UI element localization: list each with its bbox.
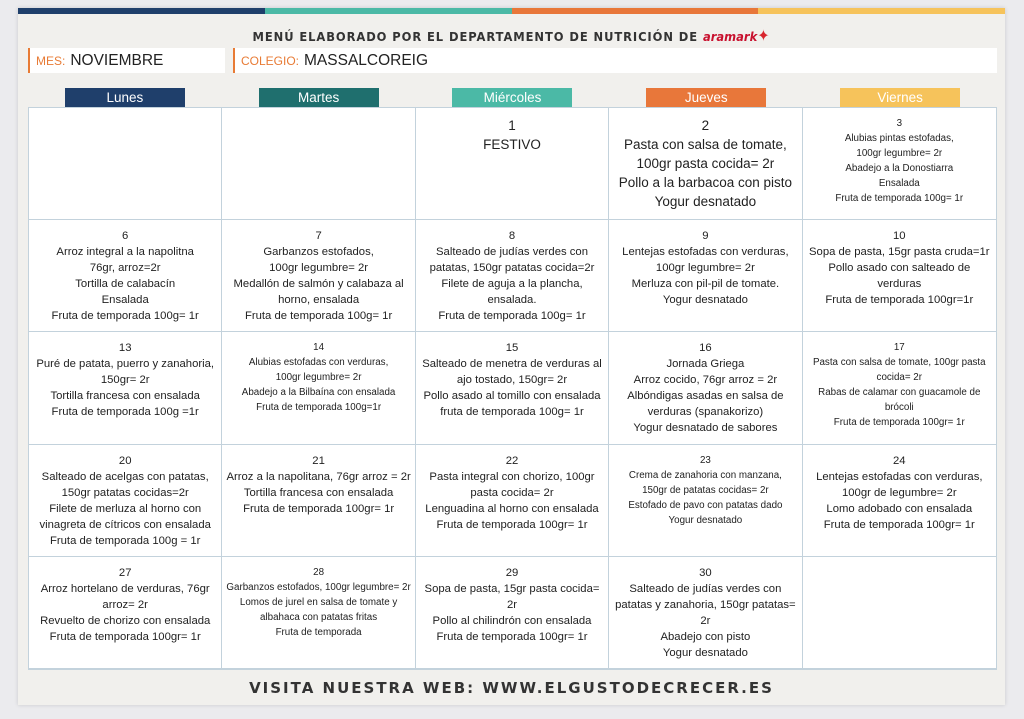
weekday-column-header: [222, 88, 416, 107]
menu-item: Lenguadina al horno con ensalada: [425, 502, 599, 515]
color-bar-segment: [512, 8, 759, 14]
day-number: 16: [699, 342, 712, 355]
day-cell: [803, 220, 996, 332]
menu-item: 100gr legumbre= 2r: [275, 372, 362, 384]
weekday-2: Miércoles: [452, 88, 572, 107]
weekday-column-header: [803, 88, 997, 107]
aramark-logo: aramark: [702, 29, 758, 44]
school-value: MASSALCOREIG: [304, 51, 429, 69]
menu-item: Lentejas estofadas con verduras,: [816, 470, 983, 483]
menu-item: Arroz hortelano de verduras, 76gr arroz= 2r: [40, 582, 210, 611]
menu-item: Fruta de temporada 100gr= 1r: [823, 518, 975, 531]
menu-item: Pollo a la barbacoa con pisto: [618, 175, 793, 190]
day-cell: [29, 445, 222, 557]
menu-item: Sopa de pasta, 15gr pasta cruda=1r: [809, 246, 990, 259]
day-number: 3: [896, 118, 903, 129]
day-number: 24: [893, 454, 906, 467]
weekday-0: Lunes: [65, 88, 185, 107]
menu-item: Pasta integral con chorizo, 100gr pasta cocida= 2r: [429, 470, 595, 499]
day-cell: [803, 108, 996, 220]
day-number: 30: [699, 566, 712, 579]
menu-item: Estofado de pavo con patatas dado: [628, 499, 783, 511]
weekday-column-header: [416, 88, 610, 107]
menu-item: Pollo asado con salteado de verduras: [828, 262, 971, 291]
menu-item: Fruta de temporada 100gr= 1r: [833, 417, 965, 429]
day-cell: [609, 332, 802, 444]
menu-item: Salteado de judías verdes con patatas, 150gr patatas cocida=2r: [429, 246, 595, 275]
day-number: 22: [505, 454, 519, 467]
day-cell: [222, 445, 415, 557]
menu-item: Yogur desnatado: [668, 514, 743, 526]
day-number: 10: [893, 230, 906, 243]
menu-item: 100gr de legumbre= 2r: [841, 486, 957, 499]
menu-item: Yogur desnatado: [662, 646, 748, 659]
menu-item: Medallón de salmón y calabaza al horno, ensalada: [233, 278, 404, 307]
day-number: 23: [699, 454, 711, 466]
aramark-star-icon: ✦: [757, 26, 771, 45]
school-field: [233, 48, 997, 73]
weekday-3: Jueves: [646, 88, 766, 107]
menu-item: Arroz integral a la napolitna: [56, 246, 194, 259]
day-cell: [29, 220, 222, 332]
day-number: 6: [122, 230, 129, 243]
day-number: 29: [505, 566, 519, 579]
day-cell: [222, 557, 415, 669]
weekday-column-header: [28, 88, 222, 107]
menu-item: Fruta de temporada 100g= 1r: [438, 310, 586, 323]
day-cell: [609, 108, 802, 220]
color-bar: [18, 8, 1005, 14]
menu-item: FESTIVO: [483, 137, 541, 152]
menu-item: Fruta de temporada 100g = 1r: [49, 534, 201, 547]
day-number: 17: [893, 342, 905, 354]
menu-item: fruta de temporada 100g= 1r: [440, 406, 584, 419]
menu-item: Filete de merluza al horno con vinagreta de cítricos con ensalada: [39, 502, 211, 531]
empty-cell: [222, 108, 415, 220]
menu-item: Lomos de jurel en salsa de tomate y albahaca con patatas fritas: [239, 596, 398, 623]
weekday-4: Viernes: [840, 88, 960, 107]
day-number: 9: [702, 230, 709, 243]
menu-item: Rabas de calamar con guacamole de brócoli: [818, 387, 981, 414]
month-value: NOVIEMBRE: [70, 51, 164, 69]
day-number: 20: [118, 454, 132, 467]
menu-item: Albóndigas asadas en salsa de verduras (spanakorizo): [627, 390, 784, 419]
day-cell: [416, 557, 609, 669]
menu-item: Salteado de judías verdes con patatas y zanahoria, 150gr patatas= 2r: [615, 582, 796, 627]
menu-item: 100gr pasta cocida= 2r: [636, 156, 775, 171]
menu-item: Fruta de temporada 100gr=1r: [825, 294, 974, 307]
menu-item: Fruta de temporada 100gr= 1r: [243, 502, 395, 515]
day-number: 27: [118, 566, 132, 579]
day-cell: [609, 557, 802, 669]
menu-item: Fruta de temporada 100g= 1r: [51, 310, 199, 323]
color-bar-segment: [758, 8, 1005, 14]
menu-item: Fruta de temporada 100g =1r: [51, 406, 199, 419]
day-cell: [29, 557, 222, 669]
menu-item: Merluza con pil-pil de tomate.: [631, 278, 780, 291]
menu-item: Revuelto de chorizo con ensalada: [40, 614, 211, 627]
menu-item: Jornada Griega: [666, 358, 745, 371]
menu-item: Salteado de menetra de verduras al ajo tostado, 150gr= 2r: [422, 358, 602, 387]
menu-item: 100gr legumbre= 2r: [856, 148, 943, 159]
empty-cell: [803, 557, 996, 669]
menu-item: Fruta de temporada 100g=1r: [256, 402, 382, 414]
menu-item: Salteado de acelgas con patatas, 150gr patatas cocidas=2r: [41, 470, 209, 499]
menu-item: 76gr, arroz=2r: [89, 262, 161, 275]
website-footer: VISITA NUESTRA WEB: WWW.ELGUSTODECRECER.ES: [249, 679, 774, 697]
menu-item: Sopa de pasta, 15gr pasta cocida= 2r: [424, 582, 600, 611]
menu-item: Yogur desnatado de sabores: [633, 422, 778, 435]
day-number: 28: [313, 566, 325, 578]
day-number: 8: [508, 230, 516, 243]
menu-item: Yogur desnatado: [654, 194, 757, 209]
menu-calendar-grid: [28, 107, 997, 670]
day-cell: [29, 332, 222, 444]
menu-item: Crema de zanahoria con manzana,: [628, 469, 782, 481]
menu-item: Abadejo con pisto: [660, 630, 751, 643]
menu-item: Arroz cocido, 76gr arroz = 2r: [633, 374, 778, 387]
menu-item: Tortilla de calabacín: [75, 278, 176, 291]
menu-item: Alubias estofadas con verduras,: [248, 357, 389, 369]
menu-item: Arroz a la napolitana, 76gr arroz = 2r: [226, 470, 411, 483]
menu-item: 100gr legumbre= 2r: [269, 262, 369, 275]
day-number: 7: [315, 230, 322, 243]
menu-item: Pollo asado al tomillo con ensalada: [423, 390, 601, 403]
day-cell: [609, 220, 802, 332]
color-bar-segment: [18, 8, 265, 14]
school-label: COLEGIO:: [241, 53, 300, 68]
page-title: [57, 26, 965, 45]
menu-item: Abadejo a la Bilbaína con ensalada: [241, 387, 396, 399]
day-number: 14: [313, 342, 325, 354]
menu-item: 150gr de patatas cocidas= 2r: [642, 484, 769, 496]
menu-item: Fruta de temporada 100gr= 1r: [436, 630, 588, 643]
day-cell: [416, 220, 609, 332]
weekday-headers: [28, 88, 997, 107]
menu-item: Lomo adobado con ensalada: [826, 502, 973, 515]
menu-item: Abadejo a la Donostiarra: [845, 163, 954, 174]
menu-item: Yogur desnatado: [662, 294, 748, 307]
weekday-1: Martes: [259, 88, 379, 107]
menu-item: Fruta de temporada 100g= 1r: [244, 310, 393, 323]
menu-item: Fruta de temporada 100gr= 1r: [49, 630, 201, 643]
color-bar-segment: [265, 8, 512, 14]
menu-sheet: [18, 8, 1005, 705]
title-text: MENÚ ELABORADO POR EL DEPARTAMENTO DE NUTRICIÓN DE: [252, 29, 699, 44]
weekday-column-header: [609, 88, 803, 107]
menu-item: Ensalada: [101, 294, 149, 307]
menu-item: Puré de patata, puerro y zanahoria, 150gr= 2r: [36, 358, 215, 387]
menu-item: 100gr legumbre= 2r: [655, 262, 755, 275]
day-cell: [803, 332, 996, 444]
menu-item: Garbanzos estofados, 100gr legumbre= 2r: [226, 581, 411, 593]
menu-item: Fruta de temporada 100g= 1r: [835, 193, 964, 204]
day-cell: [803, 445, 996, 557]
day-number: 13: [118, 342, 132, 355]
month-label: MES:: [36, 53, 66, 68]
menu-item: Pasta con salsa de tomate, 100gr pasta cocida= 2r: [812, 357, 986, 384]
menu-item: Fruta de temporada 100gr= 1r: [436, 518, 588, 531]
day-cell: [609, 445, 802, 557]
menu-item: Alubias pintas estofadas,: [844, 133, 954, 144]
day-number: 2: [701, 118, 710, 133]
menu-item: Garbanzos estofados,: [263, 246, 374, 259]
menu-item: Lentejas estofadas con verduras,: [622, 246, 789, 259]
day-cell: [222, 332, 415, 444]
menu-item: Tortilla francesa con ensalada: [50, 390, 200, 403]
menu-item: Fruta de temporada: [275, 626, 362, 638]
menu-item: Pollo al chilindrón con ensalada: [432, 614, 592, 627]
menu-item: Tortilla francesa con ensalada: [243, 486, 394, 499]
menu-item: Pasta con salsa de tomate,: [623, 137, 787, 152]
day-cell: [416, 108, 609, 220]
day-cell: [416, 332, 609, 444]
day-number: 21: [312, 454, 325, 467]
menu-item: Ensalada: [878, 178, 920, 189]
empty-cell: [29, 108, 222, 220]
day-number: 1: [508, 118, 516, 133]
day-cell: [222, 220, 415, 332]
month-field: [28, 48, 225, 73]
day-number: 15: [505, 342, 519, 355]
menu-item: Filete de aguja a la plancha, ensalada.: [441, 278, 583, 307]
day-cell: [416, 445, 609, 557]
